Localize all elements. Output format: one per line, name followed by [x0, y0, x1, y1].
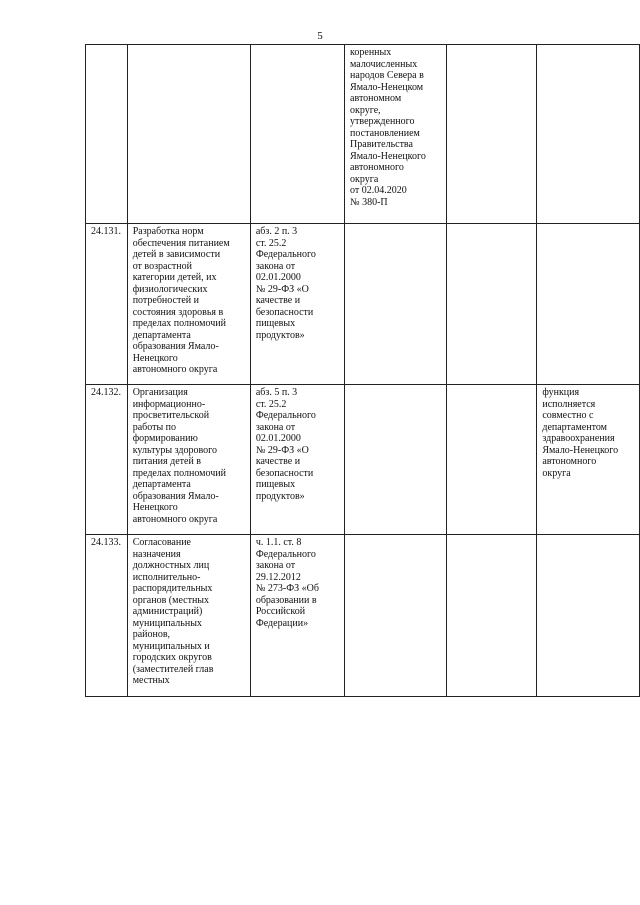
legal-basis: абз. 5 п. 3 ст. 25.2 Федерального закона от 02.01.2000 № 29-ФЗ «О качестве и безопасности пищевых продуктов»	[250, 385, 344, 535]
column-5-cell	[446, 45, 537, 224]
legal-basis	[250, 45, 344, 224]
function-name: Разработка норм обеспечения питанием детей в зависимости от возрастной категории детей, их физиологических потребностей и состояния здоровья в пределах полномочий департамента образования Ямало- Ненецкого автономного округа	[127, 224, 250, 385]
note-cell	[537, 224, 640, 385]
functions-table	[85, 44, 640, 697]
function-name: Согласование назначения должностных лиц исполнительно- распорядительных органов (местных администраций) муниципальных районов, муниципальных и городских округов (заместителей глав местных	[127, 535, 250, 697]
regional-act	[345, 224, 446, 385]
note-cell	[537, 45, 640, 224]
column-5-cell	[446, 224, 537, 385]
note-cell: функция исполняется совместно с департаментом здравоохранения Ямало-Ненецкого автономного округа	[537, 385, 640, 535]
table-row	[86, 535, 640, 697]
legal-basis: абз. 2 п. 3 ст. 25.2 Федерального закона от 02.01.2000 № 29-ФЗ «О качестве и безопасности пищевых продуктов»	[250, 224, 344, 385]
column-5-cell	[446, 385, 537, 535]
column-5-cell	[446, 535, 537, 697]
row-number: 24.131.	[86, 224, 128, 385]
function-name	[127, 45, 250, 224]
regional-act	[345, 535, 446, 697]
regional-act	[345, 385, 446, 535]
regional-act: коренных малочисленных народов Севера в Ямало-Ненецком автономном округе, утвержденного постановлением Правительства Ямало-Ненецкого автономного округа от 02.04.2020 № 380-П	[345, 45, 446, 224]
legal-basis: ч. 1.1. ст. 8 Федерального закона от 29.12.2012 № 273-ФЗ «Об образовании в Российской Федерации»	[250, 535, 344, 697]
row-number	[86, 45, 128, 224]
function-name: Организация информационно- просветительской работы по формированию культуры здорового питания детей в пределах полномочий департамента образования Ямало- Ненецкого автономного округа	[127, 385, 250, 535]
table-row	[86, 45, 640, 224]
row-number: 24.133.	[86, 535, 128, 697]
page-number: 5	[317, 30, 323, 42]
row-number: 24.132.	[86, 385, 128, 535]
note-cell	[537, 535, 640, 697]
table-row	[86, 224, 640, 385]
table-row	[86, 385, 640, 535]
